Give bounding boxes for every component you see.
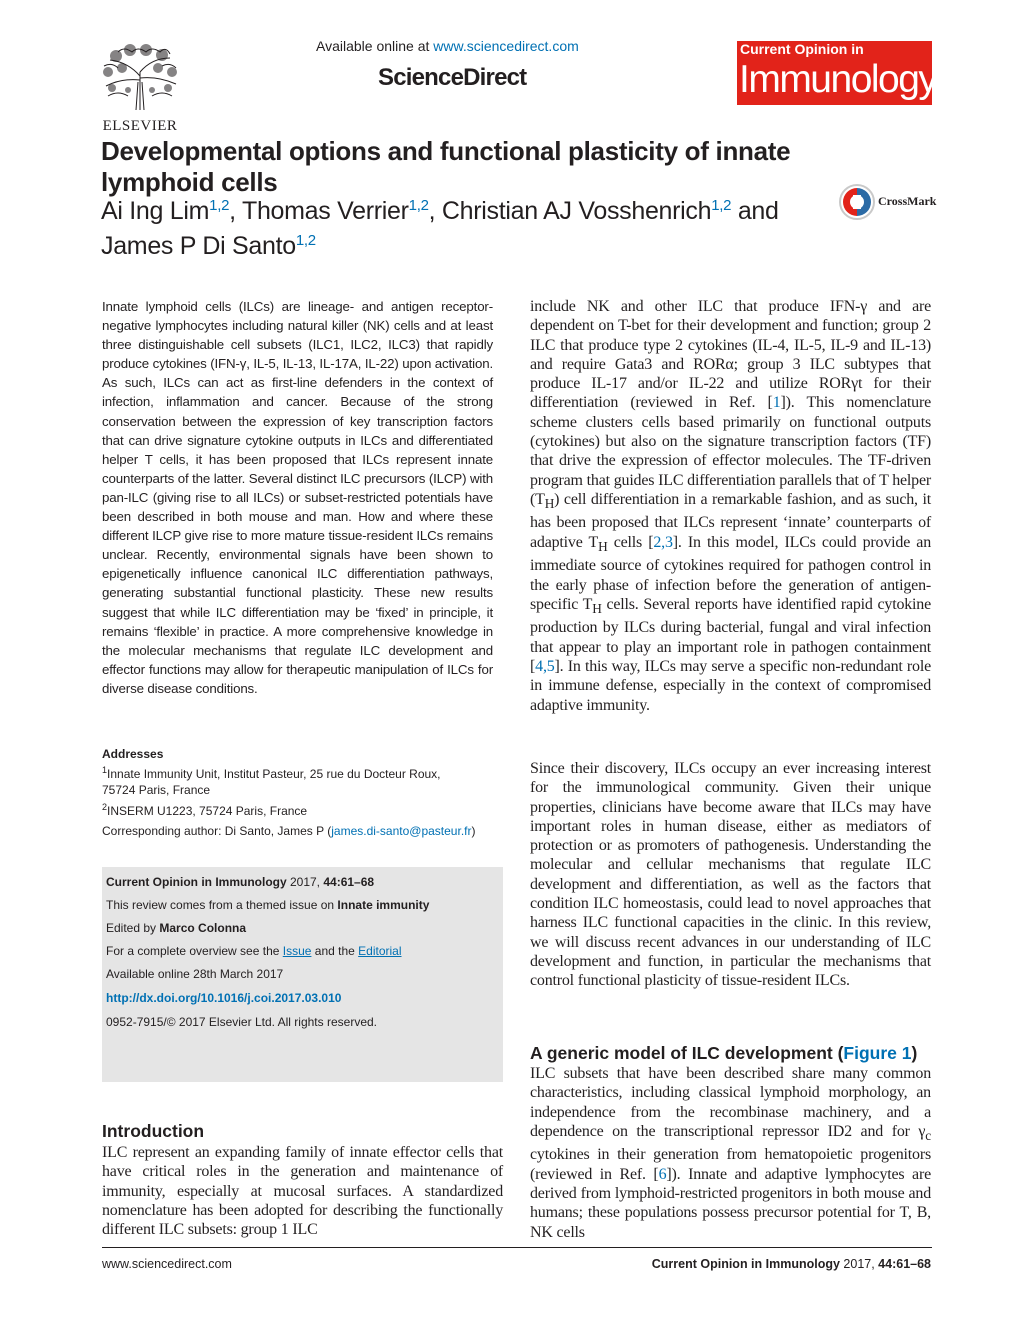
info-overview <box>106 944 402 958</box>
corresponding-prefix: Corresponding author: Di Santo, James P ( <box>102 824 332 838</box>
subscript: H <box>598 538 608 554</box>
figure-1-link[interactable]: Figure 1 <box>843 1043 912 1063</box>
info-copyright: 0952-7915/© 2017 Elsevier Ltd. All rights reserved. <box>106 1015 377 1029</box>
footer-journal: Current Opinion in Immunology <box>651 1257 840 1271</box>
info-themed-name: Innate immunity <box>337 898 430 912</box>
citation-link[interactable]: 6 <box>658 1165 667 1183</box>
sciencedirect-link[interactable]: www.sciencedirect.com <box>433 38 579 54</box>
text-run: ]. In this model, ILCs could provide an immediate source of cytokines required for pathogen control in the early phase of infection before the generation of antigen-specific T <box>530 533 931 613</box>
author-separator: and <box>731 197 779 225</box>
introduction-heading: Introduction <box>102 1121 205 1141</box>
address-number: 2 <box>102 801 108 812</box>
address-text: 75724 Paris, France <box>102 783 211 798</box>
info-and: and the <box>311 944 359 958</box>
editorial-link[interactable]: Editorial <box>358 944 402 958</box>
text-run: ]). This nomenclature scheme clusters cells based primarily on functional outputs (cytokines) but also on the signature transcription factors (TF) that drive the expression of effector molecules. The TF-driven program that guides ILC differentiation parallels that of T helper (T <box>530 394 931 508</box>
author-separator: , <box>229 197 242 225</box>
address-text: Innate Immunity Unit, Institut Pasteur, 25 rue du Docteur Roux, <box>107 767 441 782</box>
text-run: ]). Innate and adaptive lymphocytes are derived from lymphoid-restricted progenitors in both mouse and humans; these populations possess precursor potential for T, B, NK cells <box>530 1165 931 1241</box>
article-info-box <box>102 867 503 1082</box>
doi-link[interactable]: http://dx.doi.org/10.1016/j.coi.2017.03.010 <box>106 991 342 1005</box>
footer-divider <box>102 1247 932 1248</box>
body-paragraph-1 <box>530 297 931 715</box>
crossmark-badge[interactable] <box>838 183 938 221</box>
text-run: cells. Several reports have identified rapid cytokine production by ILCs during bacterial, fungal and viral infection that appear to play an important role in pathogen containment [ <box>530 595 931 675</box>
text-run: cytokines in their generation from hematopoietic progenitors (reviewed in Ref. [ <box>530 1146 931 1183</box>
available-online-line <box>316 38 579 54</box>
publisher-name: ELSEVIER <box>102 118 178 134</box>
info-year: 2017, <box>286 875 324 889</box>
crossmark-label: CrossMark <box>878 194 937 208</box>
addresses-heading: Addresses <box>102 747 164 761</box>
author-affiliation[interactable]: 1,2 <box>295 232 316 249</box>
info-edited-prefix: Edited by <box>106 921 160 935</box>
text-run: ]. In this way, ILCs may serve a specific non-redundant role in immune defense, especially in the context of compromised adaptive immunity. <box>530 657 931 714</box>
addresses <box>102 746 493 819</box>
info-citation <box>106 875 374 889</box>
text-run: cells [ <box>607 533 654 551</box>
address-number: 1 <box>102 765 108 776</box>
journal-logo[interactable] <box>737 41 937 105</box>
author-separator: , <box>428 197 442 225</box>
address-line <box>102 799 493 819</box>
subscript: c <box>925 1128 931 1144</box>
subscript: H <box>544 496 555 512</box>
journal-logo-main: Immunology <box>739 58 937 101</box>
citation-link[interactable]: 1 <box>772 394 781 412</box>
author-name[interactable]: Thomas Verrier <box>241 197 409 225</box>
section-heading-text: A generic model of ILC development ( <box>530 1043 844 1063</box>
footer-website[interactable]: www.sciencedirect.com <box>102 1257 232 1271</box>
citation-link[interactable]: 4,5 <box>535 657 555 675</box>
author-affiliation[interactable]: 1,2 <box>711 197 732 214</box>
elsevier-logo[interactable] <box>96 42 184 134</box>
corresponding-suffix: ) <box>471 824 476 838</box>
journal-logo-top: Current Opinion in <box>740 41 864 57</box>
available-prefix: Available online at <box>316 38 430 54</box>
info-themed-issue <box>106 898 429 912</box>
text-run: ILC subsets that have been described share many common characteristics, including classical lymphoid morphology, an independence from the recombinase machinery, and a dependence on the transcriptional repressor ID2 and for γ <box>530 1065 931 1140</box>
body-paragraph-2: Since their discovery, ILCs occupy an ever increasing interest for the immunological community. Given their unique properties, clinicians have become aware that ILCs may have important roles in human disease, either as mediators of protection or as promoters of pathogenesis. Understanding the molecular and cellular mechanisms that regulate ILC development and differentiation, as well as the factors that condition ILC homeostasis, could lead to novel approaches that harness ILC functional capacities in the clinic. In this review, we will discuss recent advances in our understanding of ILC development and function, in particular the mechanisms that control functional plasticity of tissue-resident ILCs. <box>530 760 931 990</box>
address-line <box>102 782 493 798</box>
issue-link[interactable]: Issue <box>282 944 312 958</box>
corresponding-author <box>102 824 502 838</box>
section-heading <box>530 1043 931 1064</box>
elsevier-tree-icon <box>98 42 182 112</box>
abstract: Innate lymphoid cells (ILCs) are lineage- and antigen receptor-negative lymphocytes including natural killer (NK) cells and at least three distinguishable cell subsets (ILC1, ILC2, ILC3) that rapidly produce cytokines (IFN-γ, IL-5, IL-13, IL-17A, IL-22) upon activation. As such, ILCs can act as first-line defenders in the context of infection, inflammation and cancer. Because of the strong conservation between the expression of key transcription factors that can drive signature cytokine outputs in ILCs and differentiated helper T cells, it has been proposed that ILCs represent innate counterparts of the latter. Several distinct ILC precursors (ILCP) with pan-ILC (giving rise to all ILCs) or subset-restricted potentials have been described in both mouse and man. How and where these different ILCP give rise to more mature tissue-resident ILCs remains unclear. Recently, environmental signals have been shown to epigenetically influence canonical ILC differentiation pathways, generating substantial functional plasticity. These new results suggest that while ILC differentiation may be ‘fixed’ in principle, it remains ‘flexible’ in practice. A more comprehensive knowledge in the molecular mechanisms that regulate ILC development and effector functions may allow for therapeutic manipulation of ILCs for diverse disease conditions. <box>102 299 493 696</box>
author-name[interactable]: James P Di Santo <box>101 232 296 260</box>
author-name[interactable]: Christian AJ Vosshenrich <box>441 197 712 225</box>
text-run: ) cell differentiation in a remarkable fashion, and as such, it has been proposed that ILCs represent ‘innate’ counterparts of adaptive T <box>530 490 931 551</box>
info-editor <box>106 921 246 935</box>
article-title: Developmental options and functional plasticity of innate lymphoid cells <box>101 136 791 197</box>
address-text: INSERM U1223, 75724 Paris, France <box>107 803 308 818</box>
footer-pages: 44:61–68 <box>878 1257 931 1271</box>
info-themed-prefix: This review comes from a themed issue on <box>106 898 338 912</box>
footer-citation <box>600 1257 931 1271</box>
citation-link[interactable]: 2,3 <box>653 533 673 551</box>
sciencedirect-wordmark[interactable]: ScienceDirect <box>378 64 527 91</box>
introduction-text: ILC represent an expanding family of innate effector cells that have critical roles in the generation and maintenance of immunity, especially at mucosal surfaces. A standardized nomenclature has been adopted for describing the functionally different ILC subsets: group 1 ILC <box>102 1144 503 1239</box>
info-journal: Current Opinion in Immunology <box>106 875 287 889</box>
info-available-online: Available online 28th March 2017 <box>106 967 284 981</box>
info-pages: 44:61–68 <box>323 875 375 889</box>
footer-year: 2017, <box>839 1257 879 1271</box>
text-run: include NK and other ILC that produce IFN-γ and are dependent on T-bet for their development and function; group 2 ILC that produce type 2 cytokines (IL-4, IL-5, IL-9 and IL-13) and require Gata3 and RORα; group 3 ILC subtypes that produce IL-17 and/or IL-22 and utilize RORγt for their differentiation (reviewed in Ref. [ <box>530 298 931 412</box>
subscript: H <box>592 601 602 617</box>
body-paragraph-3 <box>530 1064 931 1242</box>
corresponding-email-link[interactable]: james.di-santo@pasteur.fr <box>331 824 472 838</box>
author-list <box>101 194 831 264</box>
section-heading-close: ) <box>911 1043 918 1063</box>
info-editor-name: Marco Colonna <box>159 921 247 935</box>
info-overview-prefix: For a complete overview see the <box>106 944 283 958</box>
author-affiliation[interactable]: 1,2 <box>408 197 429 214</box>
author-affiliation[interactable]: 1,2 <box>209 197 230 214</box>
address-line <box>102 762 493 782</box>
author-name[interactable]: Ai Ing Lim <box>101 197 210 225</box>
crossmark-icon <box>838 183 876 221</box>
